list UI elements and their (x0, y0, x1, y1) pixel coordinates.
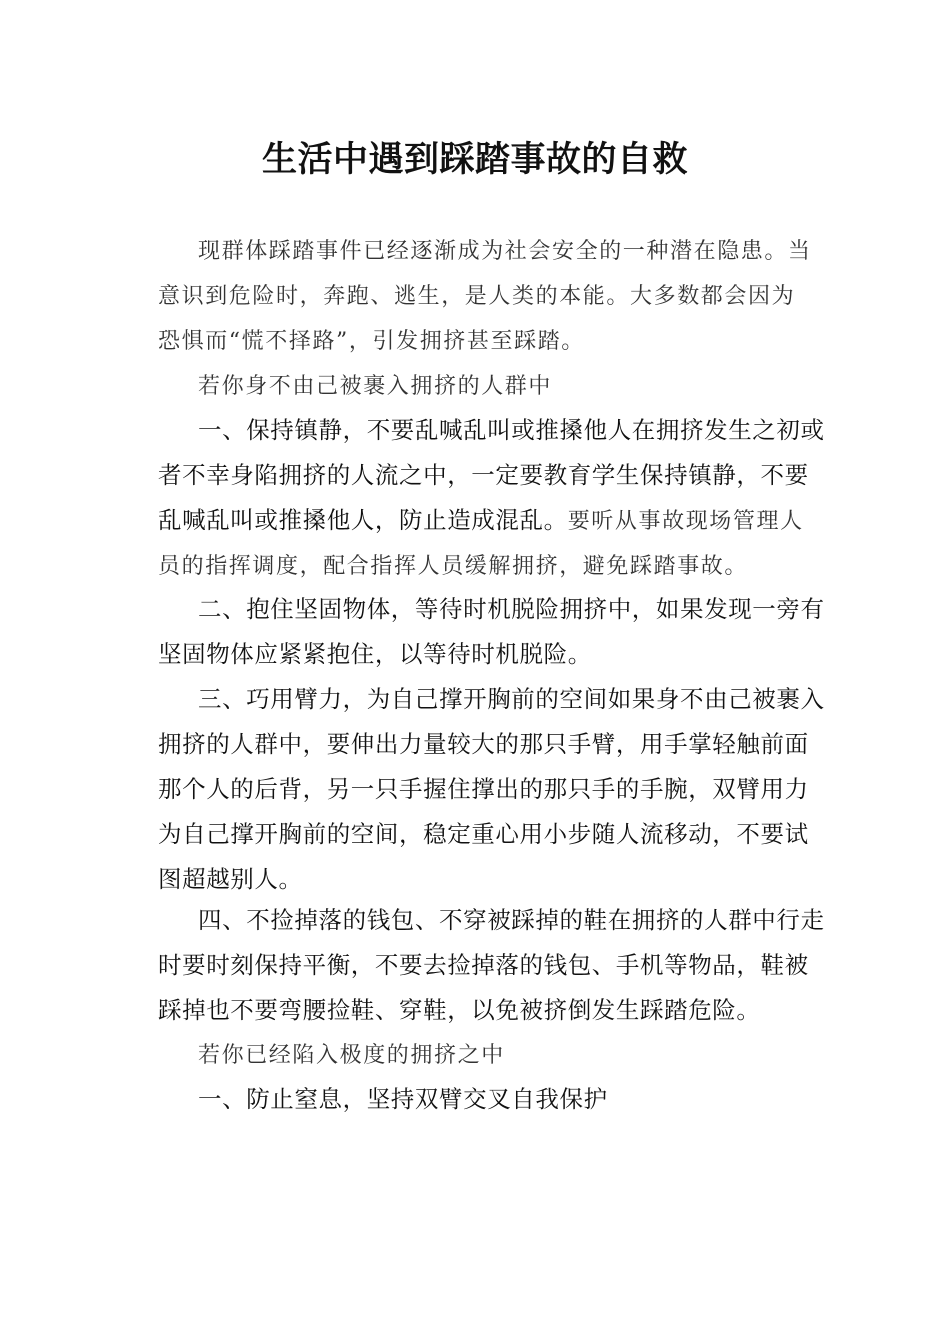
intro-paragraph (118, 229, 830, 364)
item-4-line-2: 时要时刻保持平衡，不要去捡掉落的钱包、手机等物品，鞋被 (158, 951, 809, 979)
section-heading-1-text: 若你身不由己被裹入拥挤的人群中 (198, 374, 553, 399)
intro-line-3: 恐惧而“慌不择路”，引发拥挤甚至踩踏。 (158, 329, 585, 354)
item-1-line-3-strong: 乱喊乱叫或推搡他人，防止造成混乱。 (158, 506, 568, 534)
intro-line-1: 现群体踩踏事件已经逐渐成为社会安全的一种潜在隐患。当 (198, 239, 812, 264)
item-2-line-2: 坚固物体应紧紧抱住，以等待时机脱险。 (158, 640, 592, 668)
item-4-paragraph (118, 898, 830, 1033)
document-title: 生活中遇到踩踏事故的自救 (261, 139, 688, 180)
item-3-paragraph (118, 677, 830, 902)
item-5-paragraph (118, 1077, 830, 1122)
section-heading-1 (118, 364, 830, 409)
item-1-line-3-normal: 要听从事故现场管理人 (567, 509, 804, 534)
item-1-line-1: 一、保持镇静，不要乱喊乱叫或推搡他人在拥挤发生之初或 (198, 416, 825, 444)
item-2-paragraph (118, 587, 830, 677)
item-3-line-5: 图超越别人。 (158, 865, 303, 893)
item-1-line-4: 员的指挥调度，配合指挥人员缓解拥挤，避免踩踏事故。 (158, 554, 749, 579)
item-4-line-3: 踩掉也不要弯腰捡鞋、穿鞋，以免被挤倒发生踩踏危险。 (158, 996, 761, 1024)
item-3-line-2: 拥挤的人群中，要伸出力量较大的那只手臂，用手掌轻触前面 (158, 730, 809, 758)
intro-line-2: 意识到危险时，奔跑、逃生，是人类的本能。大多数都会因为 (158, 284, 796, 309)
item-2-line-1: 二、抱住坚固物体，等待时机脱险拥挤中，如果发现一旁有 (198, 595, 825, 623)
item-4-line-1: 四、不捡掉落的钱包、不穿被踩掉的鞋在拥挤的人群中行走 (198, 906, 825, 934)
item-1-line-2: 者不幸身陷拥挤的人流之中，一定要教育学生保持镇静，不要 (158, 461, 809, 489)
item-1-paragraph (118, 408, 830, 589)
section-heading-2 (118, 1033, 830, 1078)
item-3-line-1: 三、巧用臂力，为自己撑开胸前的空间如果身不由己被裹入 (198, 685, 825, 713)
item-5-line-1: 一、防止窒息，坚持双臂交叉自我保护 (198, 1085, 608, 1113)
item-3-line-3: 那个人的后背，另一只手握住撑出的那只手的手腕，双臂用力 (158, 775, 809, 803)
section-heading-2-text: 若你已经陷入极度的拥挤之中 (198, 1043, 505, 1068)
item-1-line-3 (118, 498, 830, 544)
item-3-line-4: 为自己撑开胸前的空间，稳定重心用小步随人流移动，不要试 (158, 820, 809, 848)
